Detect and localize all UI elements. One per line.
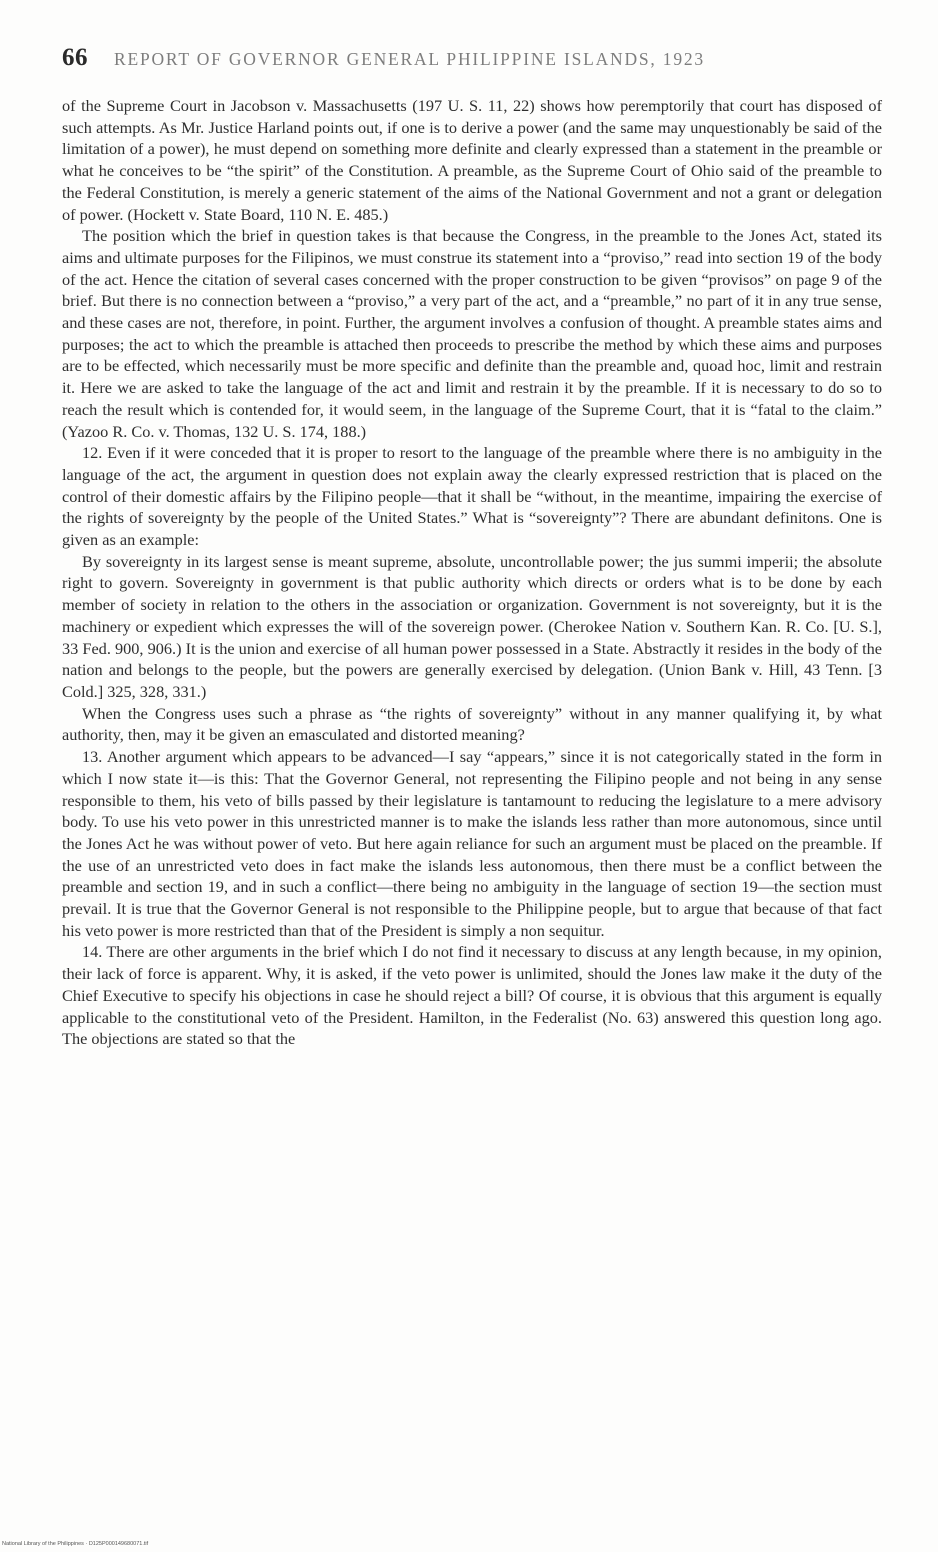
paragraph-13: 13. Another argument which appears to be advanced—I say “appears,” since it is not categorically stated in the form in which I now state it—is this: That the Governor General, not representing the Filipino people and not being in any sense responsible to them, his veto of bills passed by their legislature is tantamount to reducing the legislature to a mere advisory body. To use his veto power in this unrestricted manner is to make the islands less rather than more autonomous, since until the Jones Act he was without power of veto. But here again reliance for such an argument must be placed on the preamble. If the use of an unrestricted veto does in fact make the islands less autonomous, then there must be a conflict between the preamble and section 19, and in such a conflict—there being no ambiguity in the language of section 19—the section must prevail. It is true that the Governor General is not responsible to the Philippine people, but to argue that because of that fact his veto power is more restricted than that of the President is simply a non sequitur.	[62, 747, 882, 940]
scan-credit: National Library of the Philippines · D125P000149680071.tif	[2, 1541, 149, 1547]
paragraph-preamble-position: The position which the brief in question takes is that because the Congress, in the preamble to the Jones Act, stated its aims and ultimate purposes for the Filipinos, we must construe its statement into a “proviso,” read into section 19 of the body of the act. Hence the citation of several cases concerned with the proper construction to be given “provisos” on page 9 of the brief. But there is no connection between a “proviso,” a very part of the act, and a “preamble,” no part of it in any true sense, and these cases are not, therefore, in point. Further, the argument involves a confusion of thought. A preamble states aims and purposes; the act to which the preamble is attached then proceeds to prescribe the method by which these aims and purposes are to be effected, which necessarily must be more specific and definite than the preamble and, quoad hoc, limit and restrain it. Here we are asked to take the language of the act and limit and restrain it by the preamble. If it is necessary to do so to reach the result which is contended for, it would seem, in the language of the Supreme Court, that it is “fatal to the claim.” (Yazoo R. Co. v. Thomas, 132 U. S. 174, 188.)	[62, 226, 882, 441]
page-number: 66	[62, 44, 88, 71]
paragraph-continued: of the Supreme Court in Jacobson v. Massachusetts (197 U. S. 11, 22) shows how peremptorily that court has disposed of such attempts. As Mr. Justice Harland points out, if one is to derive a power (and the same may unquestionably be said of the limitation of a power), he must depend on something more definite and clearly expressed than a statement in the preamble or what he conceives to be “the spirit” of the Constitution. A preamble, as the Supreme Court of Ohio said of the preamble to the Federal Constitution, is merely a generic statement of the aims of the National Government and not a grant or delegation of power. (Hockett v. State Board, 110 N. E. 485.)	[62, 96, 882, 224]
page-header	[62, 44, 882, 84]
paragraph-14: 14. There are other arguments in the brief which I do not find it necessary to discuss at any length because, in my opinion, their lack of force is apparent. Why, it is asked, if the veto power is unlimited, should the Jones law make it the duty of the Chief Executive to specify his objections in case he should reject a bill? Of course, it is obvious that this argument is equally applicable to the constitutional veto of the President. Hamilton, in the Federalist (No. 63) answered this question long ago. The objections are stated so that the	[62, 942, 882, 1049]
paragraph-sovereignty-definition: By sovereignty in its largest sense is meant supreme, absolute, uncontrollable power; the jus summi imperii; the absolute right to govern. Sovereignty in government is that public authority which directs or orders what is to be done by each member of society in relation to the others in the association or organization. Government is not sovereignty, but it is the machinery or expedient which expresses the will of the sovereign power. (Cherokee Nation v. Southern Kan. R. Co. [U. S.], 33 Fed. 900, 906.) It is the union and exercise of all human power possessed in a State. Abstractly it resides in the body of the nation and belongs to the people, but the powers are generally exercised by delegation. (Union Bank v. Hill, 43 Tenn. [3 Cold.] 325, 328, 331.)	[62, 551, 882, 701]
paragraph-rights-of-sovereignty: When the Congress uses such a phrase as “the rights of sovereignty” without in any manner qualifying it, by what authority, then, may it be given an emasculated and distorted meaning?	[62, 703, 882, 745]
paragraph-12: 12. Even if it were conceded that it is proper to resort to the language of the preamble where there is no ambiguity in the language of the act, the argument in question does not explain away the clearly expressed restriction that is placed on the control of their domestic affairs by the Filipino people—that it shall be “without, in the meantime, impairing the exercise of the rights of sovereignty by the people of the United States.” What is “sovereignty”? There are abundant definitons. One is given as an example:	[62, 443, 882, 550]
running-head: REPORT OF GOVERNOR GENERAL PHILIPPINE ISLANDS, 1923	[114, 49, 705, 69]
body-text	[62, 95, 882, 1050]
